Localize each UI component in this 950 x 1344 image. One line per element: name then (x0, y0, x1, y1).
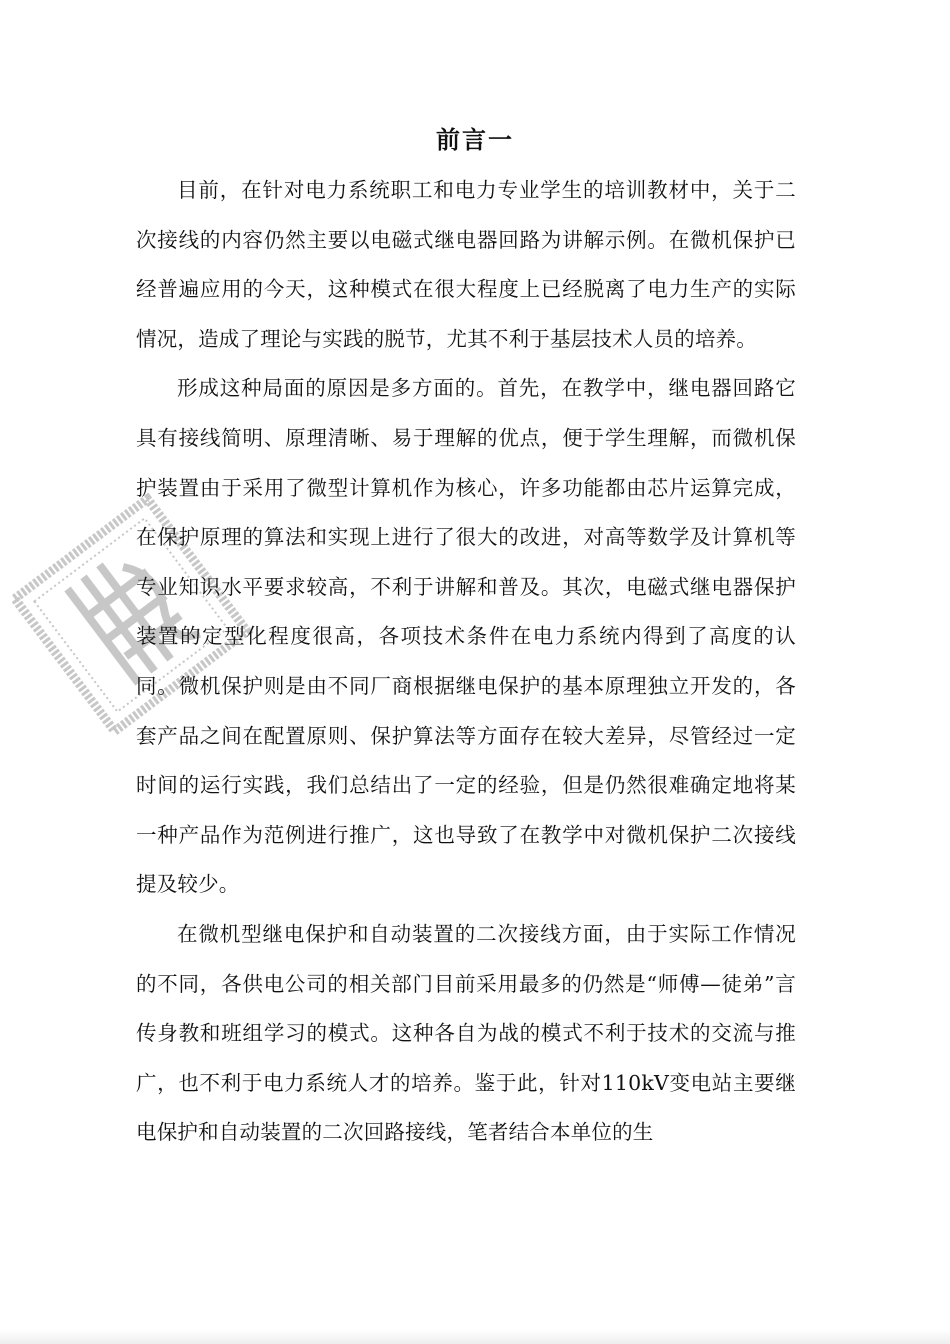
paragraph-3: 在微机型继电保护和自动装置的二次接线方面，由于实际工作情况的不同，各供电公司的相关部门目前采用最多的仍然是“师傅—徒弟”言传身教和班组学习的模式。这种各自为战的模式不利于技术的交流与推广，也不利于电力系统人才的培养。鉴于此，针对110kV变电站主要继电保护和自动装置的二次回路接线，笔者结合本单位的生 (136, 921, 796, 1145)
preface-body (136, 166, 796, 1158)
paragraph-1: 目前，在针对电力系统职工和电力专业学生的培训教材中，关于二次接线的内容仍然主要以电磁式继电器回路为讲解示例。在微机保护已经普遍应用的今天，这种模式在很大程度上已经脱离了电力生产的实际情况，造成了理论与实践的脱节，尤其不利于基层技术人员的培养。 (136, 178, 796, 351)
paragraph-2: 形成这种局面的原因是多方面的。首先，在教学中，继电器回路它具有接线简明、原理清晰、易于理解的优点，便于学生理解，而微机保护装置由于采用了微型计算机作为核心，许多功能都由芯片运算完成，在保护原理的算法和实现上进行了很大的改进，对高等数学及计算机等专业知识水平要求较高，不利于讲解和普及。其次，电磁式继电器保护装置的定型化程度很高，各项技术条件在电力系统内得到了高度的认同。微机保护则是由不同厂商根据继电保护的基本原理独立开发的，各套产品之间在配置原则、保护算法等方面存在较大差异，尽管经过一定时间的运行实践，我们总结出了一定的经验，但是仍然很难确定地将某一种产品作为范例进行推广，这也导致了在教学中对微机保护二次接线提及较少。 (136, 376, 796, 897)
page-title: 前言一 (436, 125, 514, 154)
page-bottom-edge (0, 1330, 950, 1344)
